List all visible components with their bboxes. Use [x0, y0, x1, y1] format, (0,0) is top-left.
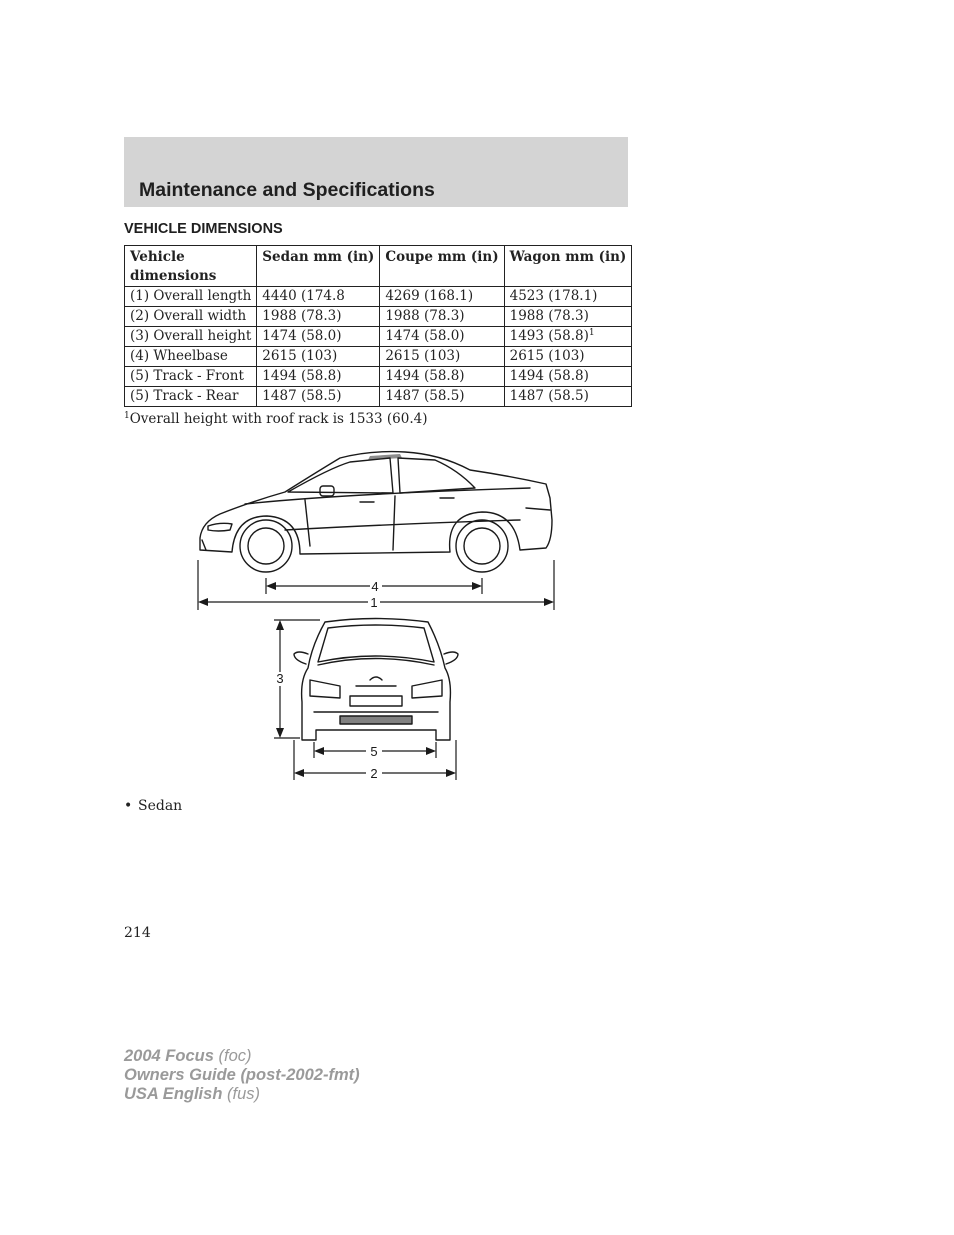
footer-guide: Owners Guide (post-2002-fmt) — [124, 1066, 360, 1084]
table-footnote — [124, 411, 428, 427]
footer-model: 2004 Focus — [124, 1047, 214, 1065]
table-cell: 1487 (58.5) — [257, 387, 380, 407]
table-row — [125, 307, 632, 327]
document-footer — [124, 1047, 360, 1104]
table-cell: 2615 (103) — [257, 347, 380, 367]
table-cell: 2615 (103) — [504, 347, 632, 367]
bullet-item — [124, 798, 182, 814]
vehicle-dimension-diagram — [190, 440, 570, 785]
table-cell: 1494 (58.8) — [380, 367, 504, 387]
footer-line — [124, 1085, 360, 1104]
footer-language: USA English — [124, 1085, 223, 1103]
cell-value: 1493 (58.8) — [509, 328, 589, 344]
table-row — [125, 387, 632, 407]
footer-model-code: (foc) — [218, 1047, 252, 1065]
footnote-marker: 1 — [588, 328, 595, 338]
table-cell: (5) Track - Front — [125, 367, 257, 387]
table-cell: (2) Overall width — [125, 307, 257, 327]
overall-height-label: 3 — [276, 671, 284, 686]
table-cell: 1494 (58.8) — [257, 367, 380, 387]
column-header-sedan: Sedan mm (in) — [257, 246, 380, 287]
car-side-view-illustration — [200, 452, 552, 572]
overall-width-label: 2 — [370, 766, 378, 781]
table-cell: (4) Wheelbase — [125, 347, 257, 367]
page-number: 214 — [124, 925, 151, 941]
table-row — [125, 327, 632, 347]
footer-language-code: (fus) — [227, 1085, 260, 1103]
bullet-symbol: • — [124, 798, 133, 814]
table-row — [125, 347, 632, 367]
overall-length-label: 1 — [370, 595, 378, 610]
table-cell: (1) Overall length — [125, 287, 257, 307]
page-title: Maintenance and Specifications — [139, 179, 435, 201]
table-cell: 2615 (103) — [380, 347, 504, 367]
column-header-vehicle-dimensions — [125, 246, 257, 287]
table-cell: (3) Overall height — [125, 327, 257, 347]
track-label: 5 — [370, 744, 378, 759]
table-cell: 1487 (58.5) — [504, 387, 632, 407]
dimensions-table — [124, 245, 632, 407]
table-cell: 1487 (58.5) — [380, 387, 504, 407]
column-header-wagon: Wagon mm (in) — [504, 246, 632, 287]
table-cell: 1988 (78.3) — [257, 307, 380, 327]
footer-line — [124, 1066, 360, 1085]
table-cell: 4269 (168.1) — [380, 287, 504, 307]
table-cell: 1988 (78.3) — [380, 307, 504, 327]
footnote-marker: 1 — [124, 411, 130, 421]
section-header-band — [124, 137, 628, 207]
section-title: VEHICLE DIMENSIONS — [124, 221, 283, 237]
wheelbase-label: 4 — [371, 579, 379, 594]
table-row — [125, 367, 632, 387]
table-cell: 1474 (58.0) — [257, 327, 380, 347]
table-cell: 1494 (58.8) — [504, 367, 632, 387]
table-cell — [504, 327, 632, 347]
table-cell: 4523 (178.1) — [504, 287, 632, 307]
footnote-text: Overall height with roof rack is 1533 (60.4) — [129, 411, 428, 427]
column-header-coupe: Coupe mm (in) — [380, 246, 504, 287]
bullet-text: Sedan — [138, 798, 183, 814]
header-line: dimensions — [130, 268, 217, 284]
header-line: Vehicle — [130, 249, 185, 265]
table-cell: (5) Track - Rear — [125, 387, 257, 407]
footer-line — [124, 1047, 360, 1066]
table-cell: 1474 (58.0) — [380, 327, 504, 347]
table-header-row — [125, 246, 632, 287]
table-cell: 4440 (174.8 — [257, 287, 380, 307]
table-row — [125, 287, 632, 307]
table-cell: 1988 (78.3) — [504, 307, 632, 327]
